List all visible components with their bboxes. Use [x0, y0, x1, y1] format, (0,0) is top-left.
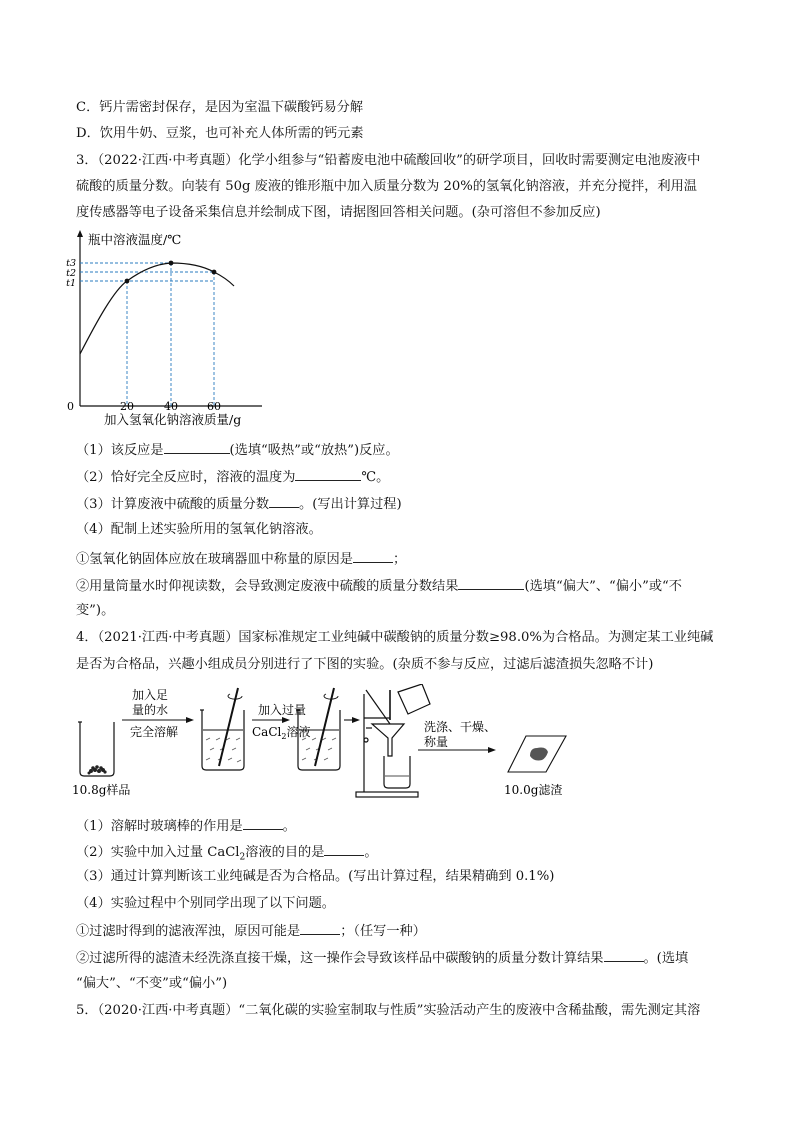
point-60	[212, 270, 217, 275]
answer-blank[interactable]	[324, 842, 364, 856]
step2-label-line2: CaCl$_2$溶液	[252, 725, 311, 741]
q3-sub4: （4）配制上述实验所用的氢氧化钠溶液。	[76, 522, 322, 537]
y-axis-label: 瓶中溶液温度/℃	[88, 232, 182, 247]
q3-sub2: （2）恰好完全反应时，溶液的温度为 ℃。	[76, 467, 389, 487]
q3-stem-line3: 度传感器等电子设备采集信息并绘制成下图，请据图回答相关问题。(杂可溶但不参加反应)	[76, 205, 601, 220]
q4-sub3: （3）通过计算判断该工业纯碱是否为合格品。(写出计算过程，结果精确到 0.1%)	[76, 869, 555, 884]
point-20	[125, 279, 130, 284]
arrow-3-head	[352, 717, 360, 723]
step1-label-line2: 量的水	[132, 703, 169, 717]
x-tick-40: 40	[164, 400, 178, 413]
step1-label-line3: 完全溶解	[130, 725, 179, 739]
x-axis-label: 加入氢氧化钠溶液质量/g	[104, 412, 242, 427]
q3-stem-line2: 硫酸的质量分数。向装有 50g 废液的锥形瓶中加入质量分数为 20%的氢氧化钠溶液，并充分搅拌，利用温	[76, 179, 697, 194]
answer-blank[interactable]	[243, 816, 283, 830]
experiment-diagram	[72, 684, 712, 802]
temperature-graph	[62, 226, 282, 434]
q3-sub3: （3）计算废液中硫酸的质量分数 。(写出计算过程)	[76, 494, 402, 514]
q4-sub4-item1: ①过滤时得到的滤液浑浊，原因可能是 ；（任写一种）	[76, 921, 426, 941]
option-d: D．饮用牛奶、豆浆，也可补充人体所需的钙元素	[76, 126, 364, 141]
option-c: C．钙片需密封保存，是因为室温下碳酸钙易分解	[76, 100, 364, 115]
q4-sub1: （1）溶解时玻璃棒的作用是 。	[76, 816, 296, 836]
q3-sub1: （1）该反应是 (选填“吸热”或“放热”)反应。	[76, 440, 399, 460]
q4-stem-line1: 4．（2021·江西·中考真题）国家标准规定工业纯碱中碳酸钠的质量分数≥98.0%为合格品。为测定某工业纯碱	[76, 630, 714, 645]
residue-label: 10.0g滤渣	[504, 783, 563, 797]
answer-blank[interactable]	[604, 948, 644, 962]
y-tick-t2: t2	[66, 268, 76, 279]
answer-blank[interactable]	[300, 921, 340, 935]
filtration-setup	[356, 684, 430, 797]
q5-stem-line1: 5．（2020·江西·中考真题）“二氧化碳的实验室制取与性质”实验活动产生的废液中含稀盐酸，需先测定其溶	[76, 1003, 701, 1018]
q3-stem-line1: 3．（2022·江西·中考真题）化学小组参与“铅蓄废电池中硫酸回收”的研学项目，回收时需要测定电池废液中	[76, 153, 701, 168]
answer-blank[interactable]	[458, 576, 524, 590]
step3-label-line2: 称量	[424, 735, 449, 749]
answer-blank[interactable]	[353, 549, 393, 563]
q4-sub2: （2）实验中加入过量 CaCl$_2$溶液的目的是 。	[76, 842, 378, 867]
arrow-4-head	[488, 747, 496, 753]
q4-stem-line2: 是否为合格品，兴趣小组成员分别进行了下图的实验。(杂质不参与反应，过滤后滤渣损失忽略不计)	[76, 657, 654, 672]
sample-label: 10.8g样品	[72, 783, 131, 797]
answer-blank[interactable]	[295, 467, 361, 481]
origin-label: 0	[67, 400, 74, 413]
point-40	[169, 261, 174, 266]
glass-rod	[219, 688, 238, 766]
y-axis-arrow	[77, 230, 83, 237]
q3-sub4-item2: ②用量筒量水时仰视读数，会导致测定废液中硫酸的质量分数结果 (选填“偏大”、“偏小”或“不	[76, 576, 682, 596]
answer-blank[interactable]	[269, 494, 299, 508]
q4-sub4: （4）实验过程中个别同学出现了以下问题。	[76, 896, 335, 911]
step3-label-line1: 洗涤、干燥、	[424, 720, 497, 734]
q4-sub4-item2: ②过滤所得的滤渣未经洗涤直接干燥，这一操作会导致该样品中碳酸钠的质量分数计算结果 。(选填	[76, 948, 688, 968]
residue	[530, 748, 548, 761]
glass-rod-2	[315, 688, 334, 766]
arrow-2-head	[282, 717, 290, 723]
x-tick-60: 60	[207, 400, 221, 413]
filtration-tilt-rod	[366, 690, 390, 724]
y-tick-t3: t3	[66, 258, 76, 269]
q3-sub4-item1: ①氢氧化钠固体应放在玻璃器皿中称量的原因是 ；	[76, 549, 406, 569]
answer-blank[interactable]	[164, 440, 230, 454]
q3-sub4-item2-cont: 变”)。	[76, 603, 115, 618]
x-tick-20: 20	[120, 400, 134, 413]
step2-label-line1: 加入过量	[258, 703, 307, 717]
step1-label-line1: 加入足	[132, 688, 169, 702]
temperature-curve	[80, 263, 234, 354]
y-tick-t1: t1	[66, 278, 76, 289]
q4-sub4-item2-cont: “偏大”、“不变”或“偏小”)	[76, 976, 228, 991]
arrow-1-head	[186, 717, 194, 723]
sample-solid	[88, 765, 107, 774]
